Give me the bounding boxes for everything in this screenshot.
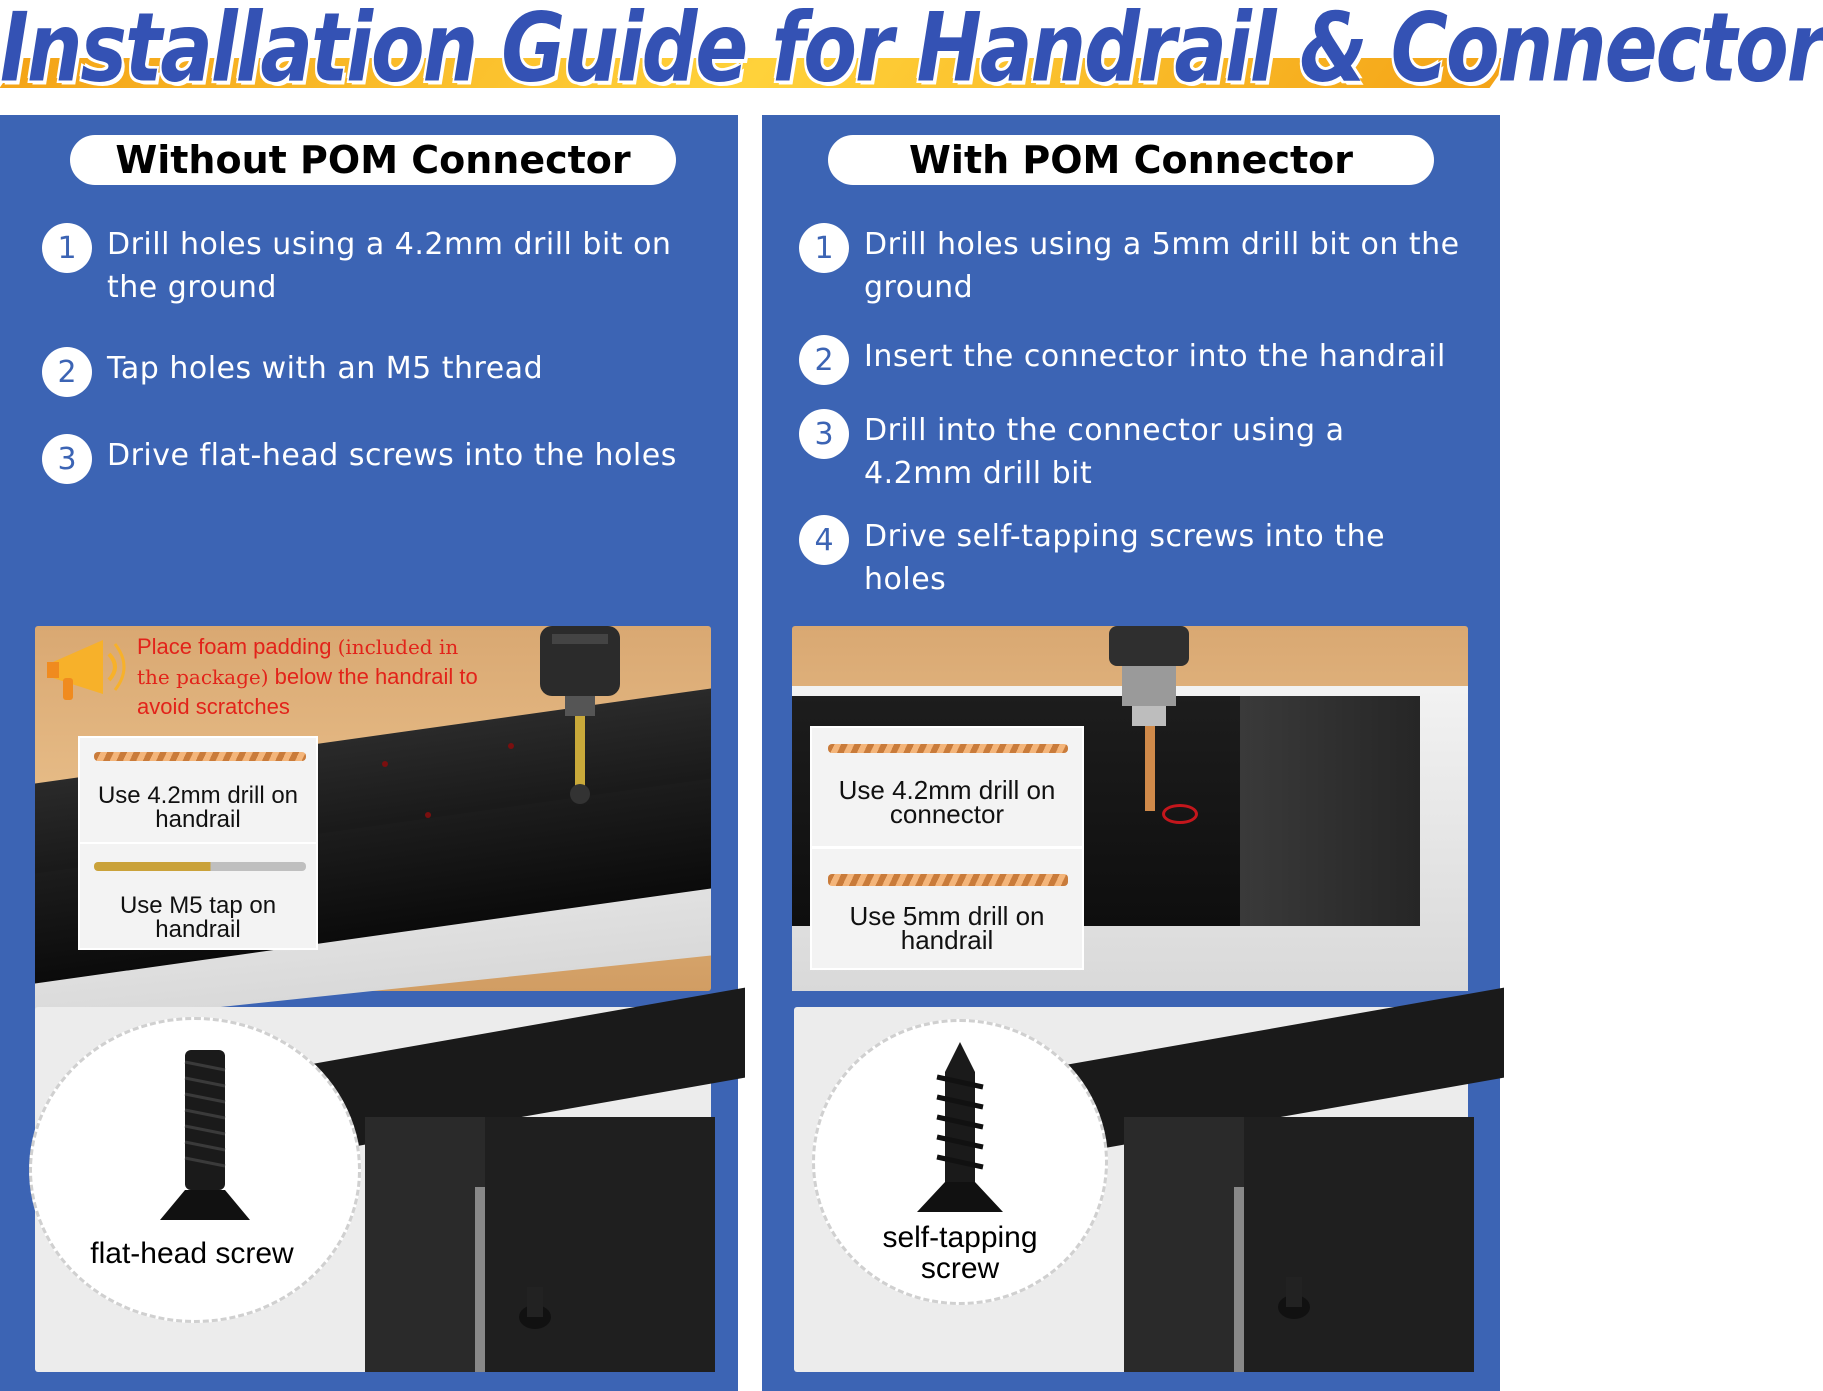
screw-label: self-tapping screw <box>882 1221 1038 1285</box>
step-text: Drill holes using a 5mm drill bit on the ground <box>864 227 1460 305</box>
step-text: Drill holes using a 4.2mm drill bit on the ground <box>107 227 672 305</box>
drill-hole <box>382 761 388 767</box>
foam-padding-note <box>137 632 497 722</box>
tool-label: Use 4.2mm drill on connector <box>838 775 1056 829</box>
screw-icon <box>160 1050 250 1230</box>
tap-icon <box>94 862 306 871</box>
drill-icon <box>1104 626 1194 826</box>
drilling-photo <box>35 626 711 991</box>
step-number: 4 <box>799 515 849 565</box>
step-text: Insert the connector into the handrail <box>864 339 1446 374</box>
megaphone-icon <box>43 632 133 712</box>
step-number: 1 <box>799 223 849 273</box>
screw-photo <box>794 1007 1468 1372</box>
step-text: Tap holes with an M5 thread <box>107 351 544 386</box>
screw-icon <box>505 1217 565 1337</box>
step-text: Drill into the connector using a 4.2mm drill bit <box>864 413 1345 491</box>
screw-label: flat-head screw <box>90 1237 294 1270</box>
note-text: (included in the package) <box>137 635 459 689</box>
panel-heading: Without POM Connector <box>70 135 676 185</box>
drilling-photo <box>792 626 1468 991</box>
tools-box <box>78 736 318 950</box>
drill-bit-icon <box>828 744 1068 753</box>
step-text: Drive flat-head screws into the holes <box>107 438 677 473</box>
panel-with-connector <box>762 115 1500 1391</box>
drill-hole <box>425 812 431 818</box>
step-2 <box>799 335 1479 385</box>
screw-closeup-circle <box>29 1017 361 1323</box>
step-3 <box>799 409 1479 495</box>
step-number: 1 <box>42 223 92 273</box>
screw-icon <box>1264 1227 1324 1327</box>
tools-box <box>810 726 1084 970</box>
step-text: Drive self-tapping screws into the holes <box>864 519 1386 597</box>
screw-photo <box>35 1007 711 1372</box>
tool-label: Use M5 tap on handrail <box>119 892 277 943</box>
screw-icon <box>915 1042 1005 1222</box>
step-number: 2 <box>799 335 849 385</box>
drill-icon <box>530 626 630 806</box>
drill-bit-icon <box>94 752 306 761</box>
panel-without-connector <box>0 115 738 1391</box>
tool-label: Use 4.2mm drill on handrail <box>97 782 299 833</box>
tool-label: Use 5mm drill on handrail <box>849 901 1045 955</box>
step-1 <box>42 223 722 309</box>
drill-bit-icon <box>828 874 1068 886</box>
page-title: Installation Guide for Handrail & Connector <box>0 0 1823 104</box>
step-2 <box>42 347 722 397</box>
step-4 <box>799 515 1479 601</box>
panel-heading: With POM Connector <box>828 135 1434 185</box>
step-number: 2 <box>42 347 92 397</box>
note-text: Place foam padding <box>137 634 332 659</box>
note-text: below the handrail to avoid scratches <box>137 664 478 719</box>
step-1 <box>799 223 1479 309</box>
step-number: 3 <box>42 434 92 484</box>
screw-closeup-circle <box>812 1019 1108 1305</box>
step-number: 3 <box>799 409 849 459</box>
header <box>0 0 1823 105</box>
step-3 <box>42 434 722 484</box>
drill-hole <box>508 743 514 749</box>
